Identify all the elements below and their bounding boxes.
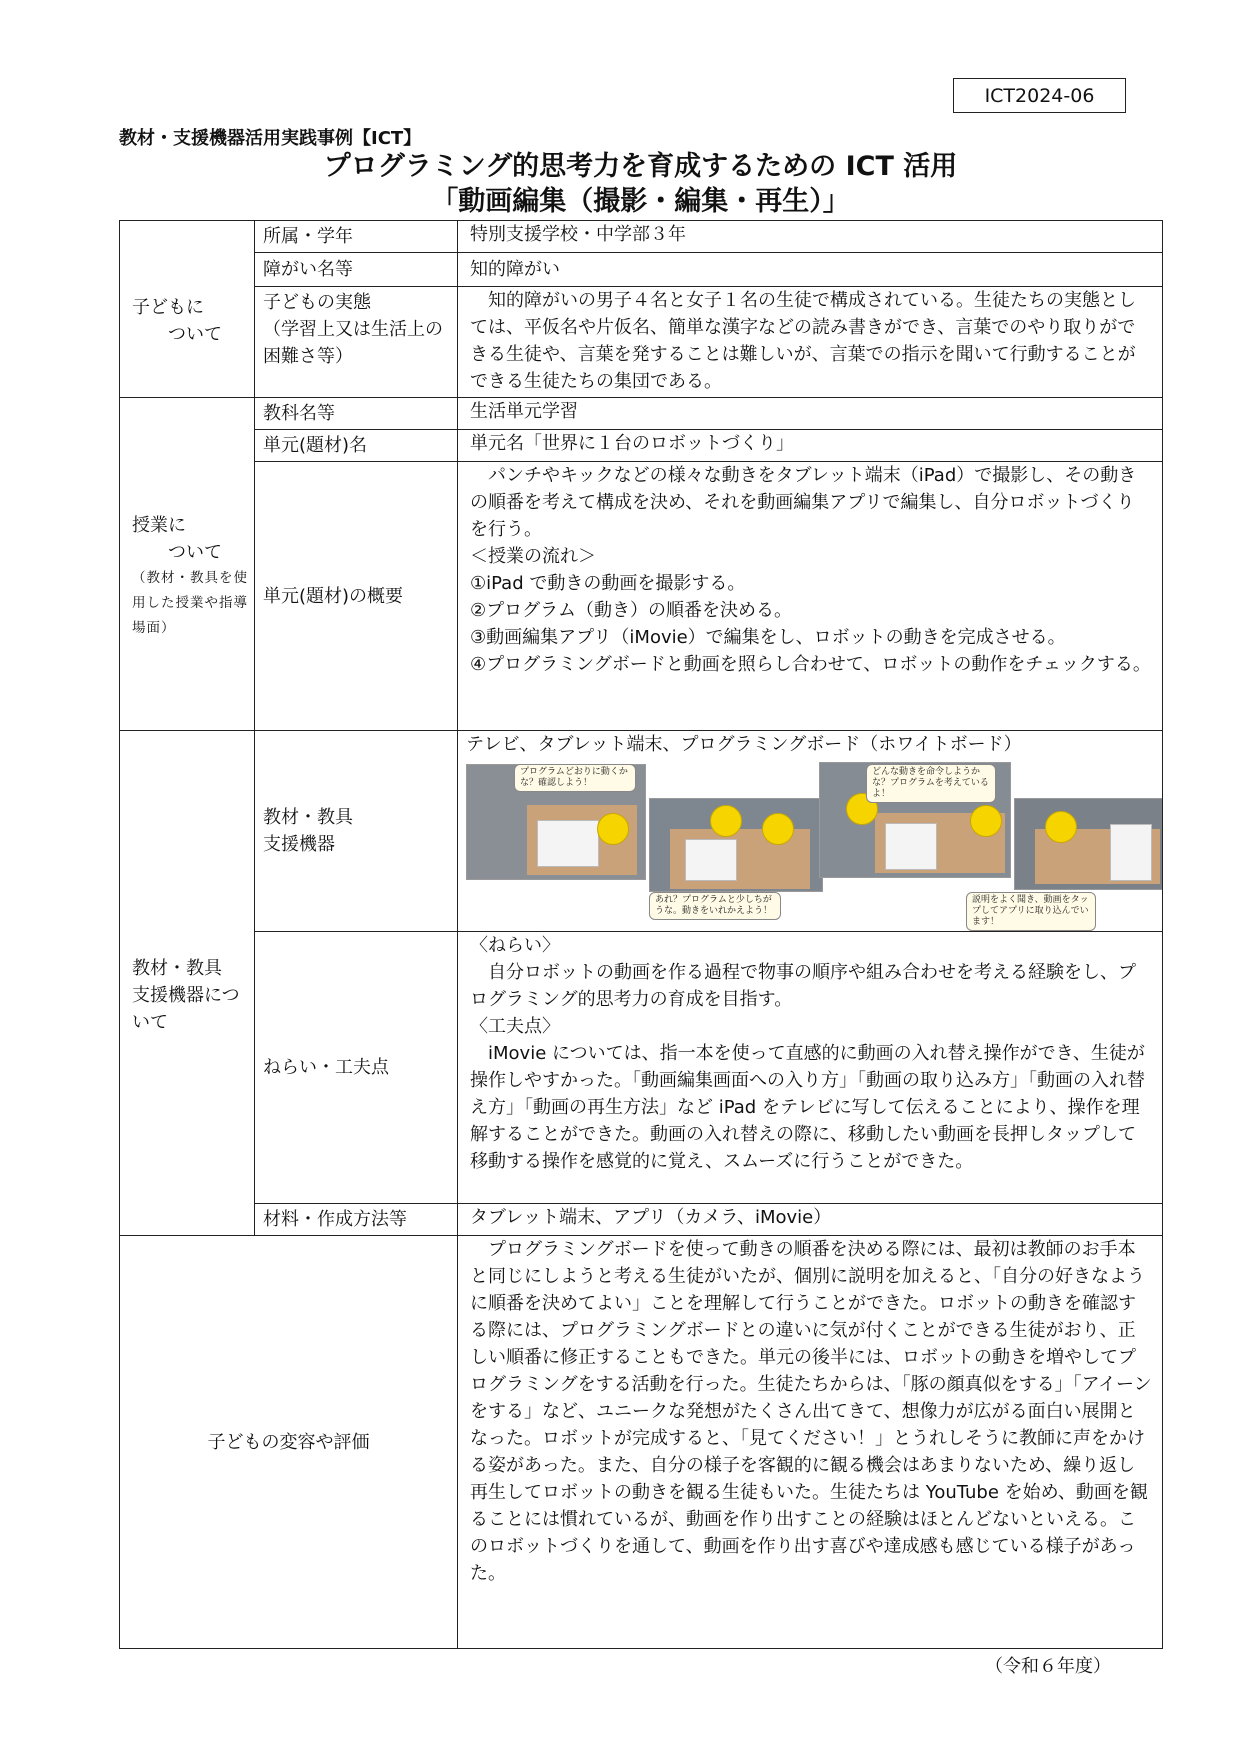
evaluation-value (458, 1236, 1163, 1649)
overview-label: 単元(題材)の概要 (255, 462, 458, 731)
subject-label: 教科名等 (255, 398, 458, 430)
aims-text: 自分ロボットの動画を作る過程で物事の順序や組み合わせを考える経験をし、プログラミング的思考力の育成を目指す。 (470, 962, 1136, 1010)
photo-collage (466, 762, 1152, 928)
method-label: 材料・作成方法等 (255, 1204, 458, 1236)
classroom-photo (1014, 798, 1163, 890)
section-lesson-note: （教材・教具を使用した授業や指導場面） (132, 569, 248, 636)
photo-caption: どんな動きを命令しようかな？プログラムを考えているよ！ (866, 764, 996, 803)
equipment-label-text: 教材・教具 支援機器 (263, 807, 353, 855)
section-child-label: 子どもに ついて (132, 297, 222, 345)
child-state-label-text: 子どもの実態 （学習上又は生活上の困難さ等） (263, 292, 443, 367)
page-title: プログラミング的思考力を育成するための ICT 活用 (323, 151, 958, 182)
aims-heading: 〈ねらい〉 (470, 935, 560, 956)
flow-step: ②プログラム（動き）の順番を決める。 (470, 600, 792, 621)
section-child (120, 221, 255, 398)
photo-caption: 説明をよく聞き、動画をタップしてアプリに取り込んでいます！ (966, 892, 1096, 931)
child-state-value (458, 287, 1163, 398)
classroom-photo (649, 798, 823, 892)
page-subtitle: 「動画編集（撮影・編集・再生）」 (431, 186, 850, 217)
ideas-text: iMovie については、指一本を使って直感的に動画の入れ替え操作ができ、生徒が操作しやすかった。「動画編集画面への入り方」「動画の取り込み方」「動画の入れ替え方」「動画の再生方法」など iPad をテレビに写して伝えることにより、操作を理解することができた。動画の入れ替えの際に、移動したい動画を長押しタップして移動する操作を感覚的に覚え、スムーズに行うことができた。 (470, 1043, 1145, 1172)
unit-value: 単元名「世界に１台のロボットづくり」 (458, 430, 1163, 462)
overview-value (458, 462, 1163, 731)
photo-caption: あれ？プログラムと少しちがうな。動きをいれかえよう！ (649, 892, 781, 920)
section-materials-label: 教材・教具 支援機器について (132, 957, 240, 1033)
equipment-value (458, 731, 1163, 932)
equipment-text: テレビ、タブレット端末、プログラミングボード（ホワイトボード） (466, 734, 1022, 755)
flow-step: ①iPad で動きの動画を撮影する。 (470, 573, 746, 594)
aims-label: ねらい・工夫点 (255, 932, 458, 1204)
child-state-label (255, 287, 458, 398)
disability-label: 障がい名等 (255, 253, 458, 287)
subject-value: 生活単元学習 (458, 398, 1163, 430)
flow-heading: ＜授業の流れ＞ (470, 546, 596, 567)
evaluation-text: プログラミングボードを使って動きの順番を決める際には、最初は教師のお手本と同じにしようと考える生徒がいたが、個別に説明を加えると、「自分の好きなように順番を決めてよい」ことを理解して行うことができた。ロボットの動きを確認する際には、プログラミングボードとの違いに気が付くことができる生徒がおり、正しい順番に修正することもできた。単元の後半には、ロボットの動きを増やしてプログラミングをする活動を行った。生徒たちからは、「豚の顔真似をする」「アイーンをする」など、ユニークな発想がたくさん出てきて、想像力が広がる面白い展開となった。ロボットが完成すると、「見てください！」とうれしそうに教師に声をかける姿があった。また、自分の様子を客観的に観る機会はあまりないため、繰り返し再生してロボットの動きを観る生徒もいた。生徒たちは YouTube を始め、動画を観ることには慣れているが、動画を作り出すことの経験はほとんどないといえる。このロボットづくりを通して、動画を作り出す喜びや達成感も感じている様子があった。 (470, 1239, 1152, 1584)
affiliation-label: 所属・学年 (255, 221, 458, 253)
section-lesson (120, 398, 255, 731)
section-materials (120, 731, 255, 1236)
affiliation-value: 特別支援学校・中学部３年 (458, 221, 1163, 253)
overview-intro: パンチやキックなどの様々な動きをタブレット端末（iPad）で撮影し、その動きの順番を考えて構成を決め、それを動画編集アプリで編集し、自分ロボットづくりを行う。 (470, 465, 1137, 540)
case-table (119, 220, 1163, 1649)
flow-step: ③動画編集アプリ（iMovie）で編集をし、ロボットの動きを完成させる。 (470, 627, 1066, 648)
disability-value: 知的障がい (458, 253, 1163, 287)
ideas-heading: 〈工夫点〉 (470, 1016, 560, 1037)
method-value: タブレット端末、アプリ（カメラ、iMovie） (458, 1204, 1163, 1236)
unit-label: 単元(題材)名 (255, 430, 458, 462)
section-lesson-label: 授業に ついて (132, 514, 222, 563)
flow-step: ④プログラミングボードと動画を照らし合わせて、ロボットの動作をチェックする。 (470, 654, 1151, 675)
fiscal-year: （令和６年度） (985, 1656, 1111, 1677)
evaluation-label: 子どもの変容や評価 (120, 1236, 458, 1649)
photo-caption: プログラムどおりに動くかな？確認しよう！ (514, 764, 636, 792)
equipment-label (255, 731, 458, 932)
child-state-text: 知的障がいの男子４名と女子１名の生徒で構成されている。生徒たちの実態としては、平仮名や片仮名、簡単な漢字などの読み書きができ、言葉でのやり取りができる生徒や、言葉を発することは難しいが、言葉での指示を聞いて行動することができる生徒たちの集団である。 (470, 290, 1136, 392)
aims-value (458, 932, 1163, 1204)
document-code: ICT2024-06 (953, 78, 1126, 113)
document-category: 教材・支援機器活用実践事例【ICT】 (119, 128, 422, 149)
